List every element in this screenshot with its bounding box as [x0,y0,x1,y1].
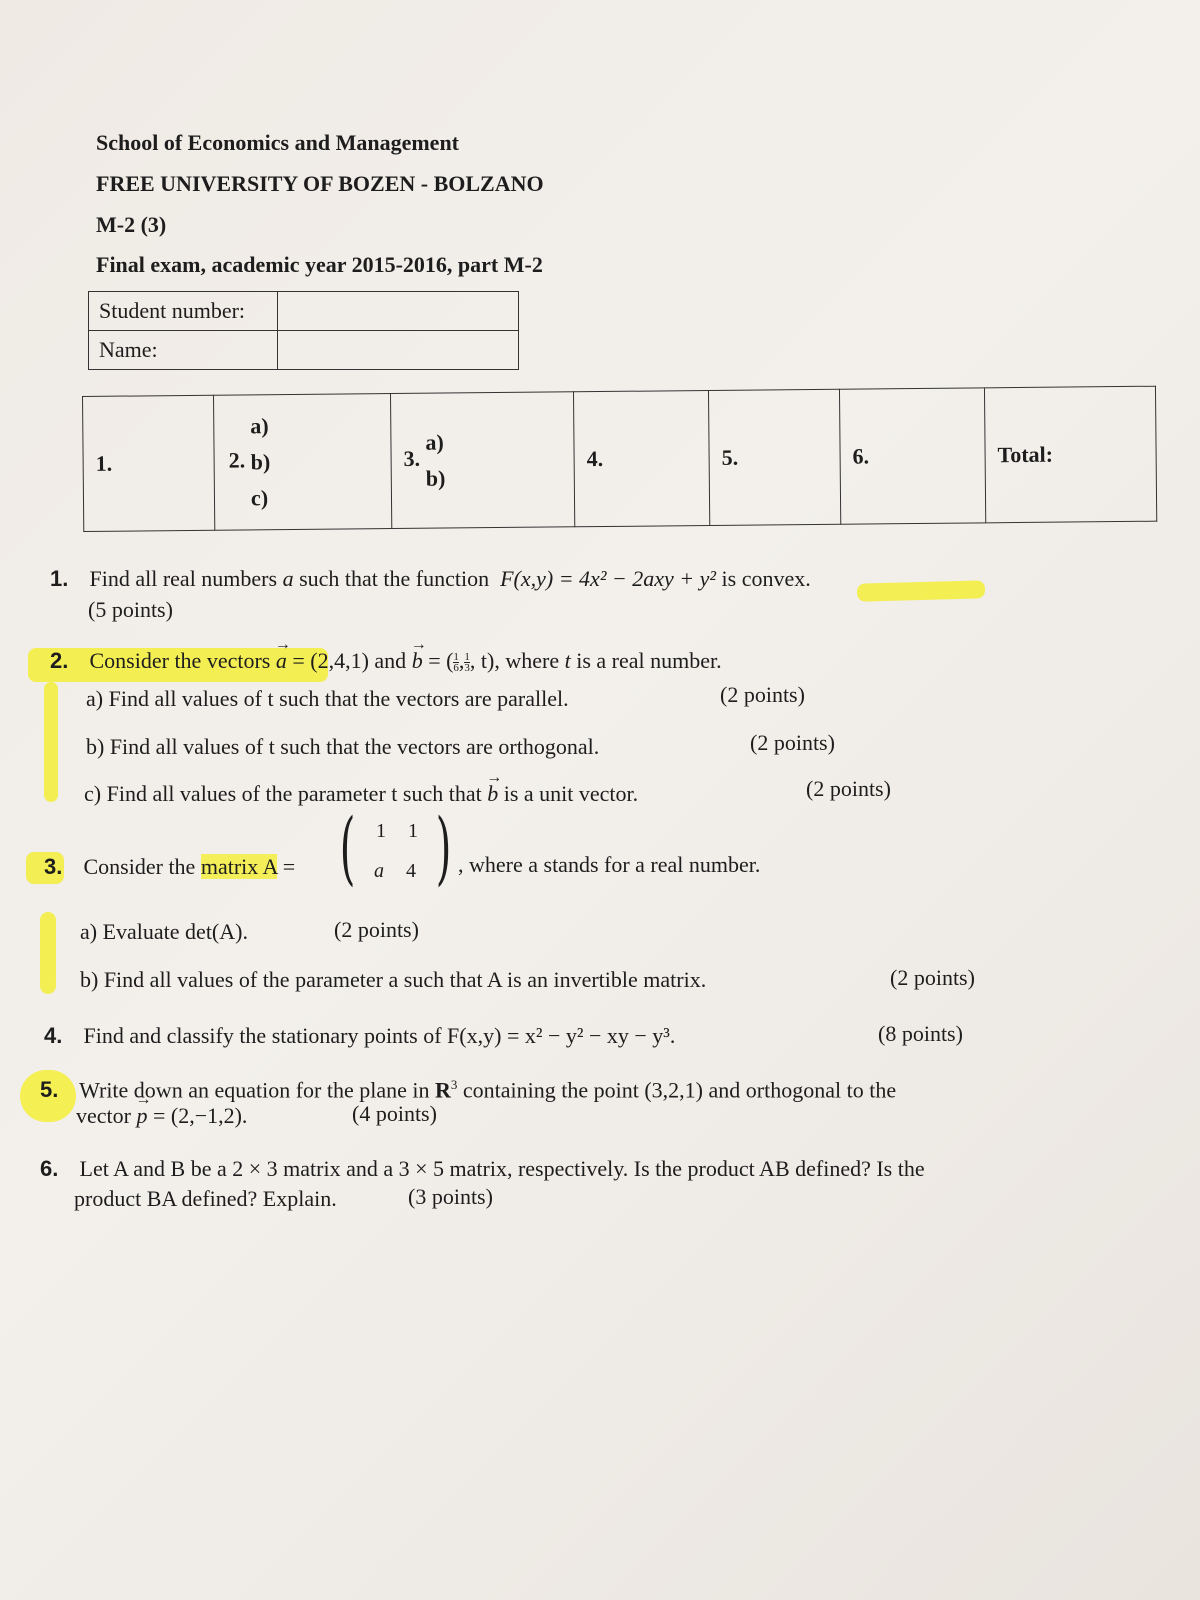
score-cell-total[interactable]: Total: [984,386,1156,523]
question-6: 6. Let A and B be a 2 × 3 matrix and a 3 × 5 matrix, respectively. Is the product AB defined? Is the [40,1156,925,1181]
university-name: FREE UNIVERSITY OF BOZEN - BOLZANO [96,171,544,196]
q2a: a) Find all values of t such that the vectors are parallel. [86,686,569,711]
q2b-points: (2 points) [750,730,835,755]
q3b: b) Find all values of the parameter a such that A is an invertible matrix. [80,967,707,992]
highlight-matrix-a: matrix A [200,854,278,879]
student-info-table [88,291,519,370]
vector-b: → b [412,646,423,676]
q5-points: (4 points) [352,1101,437,1126]
q6-points: (3 points) [408,1184,493,1209]
name-field[interactable] [278,331,519,370]
q3a-points: (2 points) [334,917,419,942]
q6-line2: product BA defined? Explain. [74,1186,337,1211]
student-number-field[interactable] [278,292,519,331]
q2c-points: (2 points) [806,776,891,801]
name-label: Name: [89,331,278,370]
highlight-bar-q2 [44,682,58,802]
exam-title: Final exam, academic year 2015-2016, part M-2 [96,252,543,277]
right-paren-icon: ) [435,801,452,894]
score-cell-4[interactable]: 4. [573,390,709,526]
highlight-bar-q3 [40,912,56,994]
question-1: 1. Find all real numbers a such that the function F(x,y) = 4x² − 2axy + y² is convex. [50,566,811,591]
student-number-label: Student number: [89,292,278,331]
score-cell-3[interactable]: 3. a) b) [390,392,574,529]
score-table [82,386,1157,532]
school-name: School of Economics and Management [96,130,459,155]
score-cell-1[interactable]: 1. [83,395,215,531]
score-cell-5[interactable]: 5. [708,389,840,525]
score-cell-6[interactable]: 6. [839,388,985,524]
q3a: a) Evaluate det(A). [80,919,248,944]
q2a-points: (2 points) [720,682,805,707]
matrix-a: ( 1 1 a 4 ) [339,801,452,894]
question-5: 5. Write down an equation for the plane in $R^3$ containing the point (3,2,1) and orthogonal to the [40,1077,897,1103]
score-cell-2[interactable]: 2. a) b) c) [213,394,391,531]
course-code: M-2 (3) [96,212,167,237]
vector-a: → a [276,646,287,676]
question-3: 3. Consider the matrix A = [44,854,296,879]
vector-p: → p [136,1101,147,1131]
q3-where: , where a stands for a real number. [458,852,761,877]
q2c: c) Find all values of the parameter t such that → b is a unit vector. [84,779,638,809]
q4-points: (8 points) [878,1021,963,1046]
q5-line2: vector → p = (2,−1,2). [76,1101,247,1131]
left-paren-icon: ( [339,801,356,894]
q3b-points: (2 points) [890,965,975,990]
highlight-convex [857,580,985,601]
question-2: 2. Consider the vectors → a = (2,4,1) and → b = ( $\frac{1}{6}$ , $\frac{1}{3}$ , t), where t is a real number. [50,646,722,676]
vector-b-c: → b [487,779,498,809]
fraction-one-third: $\frac{1}{3}$ [464,651,470,675]
fraction-one-sixth: $\frac{1}{6}$ [453,651,459,675]
q2b: b) Find all values of t such that the vectors are orthogonal. [86,734,600,759]
q1-formula: F(x,y) = 4x² − 2axy + y² [500,566,717,591]
q1-points: (5 points) [88,597,173,622]
question-4: 4. Find and classify the stationary points of F(x,y) = x² − y² − xy − y³. [44,1023,676,1048]
